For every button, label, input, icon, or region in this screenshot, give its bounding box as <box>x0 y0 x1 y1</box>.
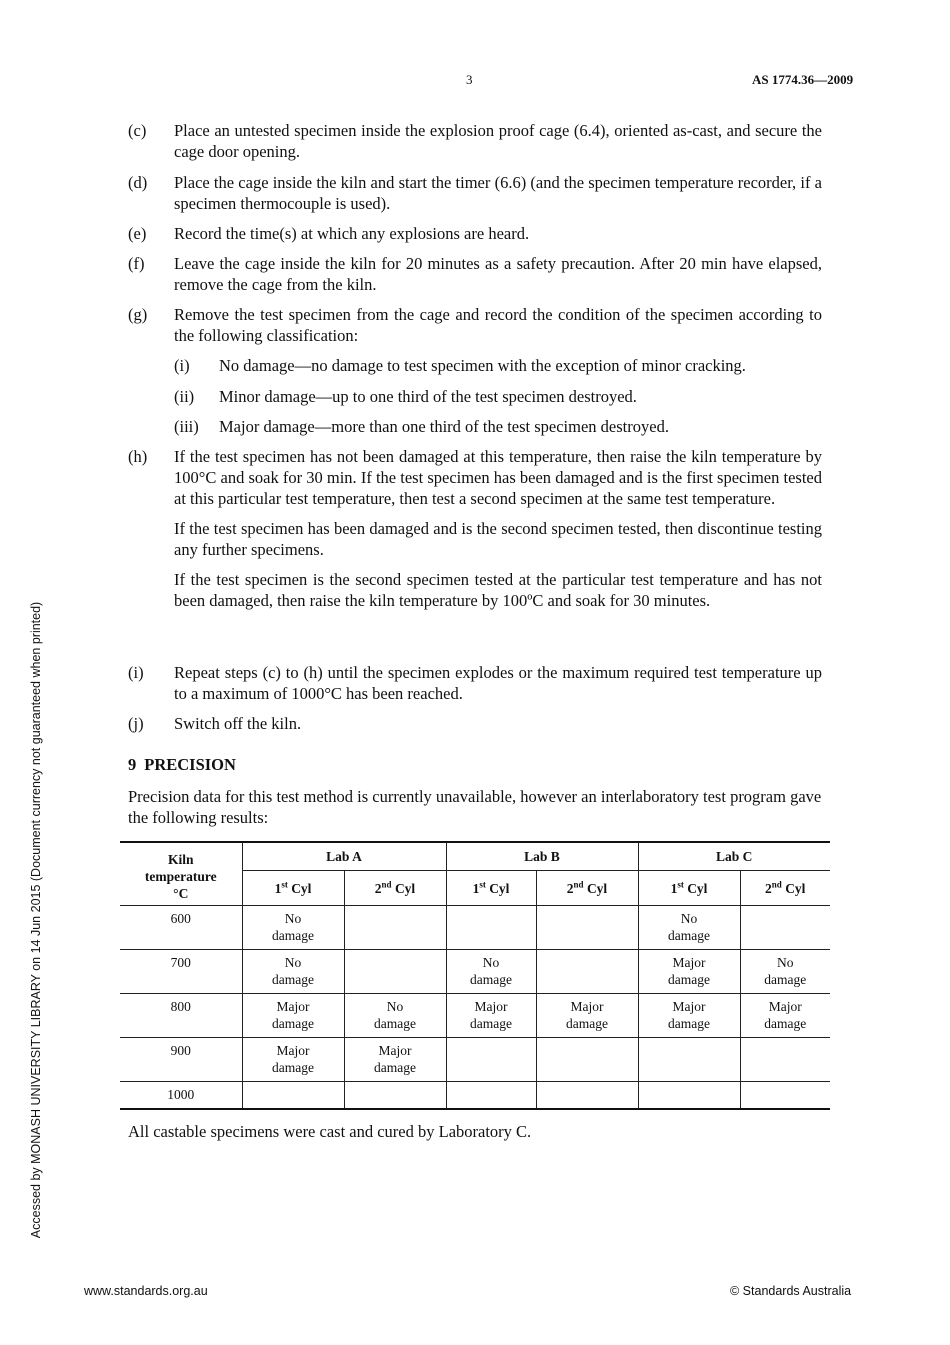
cyl-header: 2nd Cyl <box>740 871 830 906</box>
step-text: Place the cage inside the kiln and start the timer (6.6) (and the specimen temperature recorder, if a specimen thermocouple is used). <box>174 173 822 213</box>
result-cell <box>446 906 536 950</box>
table-row <box>120 994 830 1038</box>
header-line: temperature <box>144 869 217 884</box>
step-h <box>128 446 822 611</box>
result-cell: No damage <box>740 950 830 994</box>
step-letter: (h) <box>128 447 148 466</box>
classification-num: (iii) <box>174 417 199 436</box>
result-cell: No damage <box>446 950 536 994</box>
temperature-cell: 800 <box>120 994 242 1038</box>
header-line: Kiln <box>167 852 194 867</box>
step-text: Repeat steps (c) to (h) until the specimen explodes or the maximum required test temperature up to a maximum of 1000°C has been reached. <box>174 663 822 703</box>
result-cell <box>536 1038 638 1082</box>
section-heading <box>128 755 236 775</box>
standard-id: AS 1774.36—2009 <box>752 72 854 87</box>
table-row <box>120 906 830 950</box>
footer-website-link[interactable]: www.standards.org.au <box>84 1284 208 1298</box>
cyl-header: 2nd Cyl <box>344 871 446 906</box>
result-cell <box>242 1082 344 1109</box>
step-text: Switch off the kiln. <box>174 714 302 733</box>
result-cell <box>344 1082 446 1109</box>
step-i <box>128 662 822 704</box>
temperature-cell: 1000 <box>120 1082 242 1109</box>
classification-num: (ii) <box>174 387 195 406</box>
result-cell <box>344 906 446 950</box>
result-cell <box>536 950 638 994</box>
temperature-cell: 700 <box>120 950 242 994</box>
step-g <box>128 304 822 346</box>
step-f <box>128 253 822 295</box>
result-cell <box>446 1038 536 1082</box>
result-cell <box>344 950 446 994</box>
step-c <box>128 120 822 162</box>
result-cell: Major damage <box>242 1038 344 1082</box>
section-intro: Precision data for this test method is currently unavailable, however an interlaboratory test program gave the following results: <box>128 787 822 827</box>
result-cell <box>638 1038 740 1082</box>
table-row <box>120 950 830 994</box>
step-letter: (i) <box>128 663 144 682</box>
step-text: Leave the cage inside the kiln for 20 minutes as a safety precaution. After 20 min have elapsed, remove the cage from the kiln. <box>174 254 822 294</box>
result-cell: Major damage <box>740 994 830 1038</box>
classification-text: No damage—no damage to test specimen with the exception of minor cracking. <box>219 356 746 375</box>
result-cell <box>740 1038 830 1082</box>
lab-a-header: Lab A <box>242 842 446 871</box>
header-line: °C <box>173 886 189 901</box>
cyl-header: 1st Cyl <box>242 871 344 906</box>
step-text: Place an untested specimen inside the explosion proof cage (6.4), oriented as-cast, and secure the cage door opening. <box>174 121 822 161</box>
step-text: If the test specimen has been damaged and is the second specimen tested, then discontinue testing any further specimens. <box>174 519 822 559</box>
result-cell: Major damage <box>446 994 536 1038</box>
result-cell: No damage <box>638 906 740 950</box>
step-text: If the test specimen has not been damaged at this temperature, then raise the kiln temperature by 100°C and soak for 30 min. If the test specimen has been damaged and is the first specimen tested at this particular test temperature, then test a second specimen at the same test temperature. <box>174 447 822 508</box>
lab-b-header: Lab B <box>446 842 638 871</box>
result-cell: Major damage <box>344 1038 446 1082</box>
footer-copyright: © Standards Australia <box>730 1284 852 1298</box>
result-cell: Major damage <box>638 994 740 1038</box>
result-cell: Major damage <box>638 950 740 994</box>
result-cell: No damage <box>344 994 446 1038</box>
result-cell: Major damage <box>242 994 344 1038</box>
step-text: If the test specimen is the second specimen tested at the particular test temperature and has not been damaged, then raise the kiln temperature by 100ºC and soak for 30 minutes. <box>174 570 822 610</box>
step-text: Record the time(s) at which any explosions are heard. <box>174 224 530 243</box>
classification-num: (i) <box>174 356 190 375</box>
step-letter: (j) <box>128 714 144 733</box>
step-e <box>128 223 822 244</box>
access-watermark: Accessed by MONASH UNIVERSITY LIBRARY on 14 Jun 2015 (Document currency not guaranteed when printed) <box>29 601 43 1239</box>
result-cell <box>638 1082 740 1109</box>
table-row <box>120 1082 830 1109</box>
table-row <box>120 1038 830 1082</box>
cyl-header: 1st Cyl <box>638 871 740 906</box>
result-cell <box>536 906 638 950</box>
classification-item <box>174 386 834 407</box>
step-text: Remove the test specimen from the cage and record the condition of the specimen according to the following classification: <box>174 305 822 345</box>
lab-c-header: Lab C <box>638 842 830 871</box>
step-letter: (e) <box>128 224 147 243</box>
temperature-cell: 600 <box>120 906 242 950</box>
result-cell: No damage <box>242 950 344 994</box>
cyl-header: 1st Cyl <box>446 871 536 906</box>
page-number: 3 <box>466 72 473 87</box>
section-number: 9 <box>128 755 137 774</box>
step-letter: (f) <box>128 254 145 273</box>
table-note: All castable specimens were cast and cured by Laboratory C. <box>128 1122 532 1141</box>
step-letter: (c) <box>128 121 147 140</box>
step-letter: (g) <box>128 305 148 324</box>
classification-text: Minor damage—up to one third of the test specimen destroyed. <box>219 387 637 406</box>
result-cell: Major damage <box>536 994 638 1038</box>
step-letter: (d) <box>128 173 148 192</box>
section-title: PRECISION <box>144 755 236 774</box>
classification-item <box>174 416 834 437</box>
classification-item <box>174 355 834 376</box>
step-j <box>128 713 822 734</box>
precision-table <box>120 841 830 1110</box>
result-cell <box>740 1082 830 1109</box>
step-d <box>128 172 822 214</box>
kiln-temperature-header <box>120 842 242 906</box>
result-cell: No damage <box>242 906 344 950</box>
classification-text: Major damage—more than one third of the test specimen destroyed. <box>219 417 669 436</box>
temperature-cell: 900 <box>120 1038 242 1082</box>
result-cell <box>536 1082 638 1109</box>
cyl-header: 2nd Cyl <box>536 871 638 906</box>
result-cell <box>740 906 830 950</box>
result-cell <box>446 1082 536 1109</box>
